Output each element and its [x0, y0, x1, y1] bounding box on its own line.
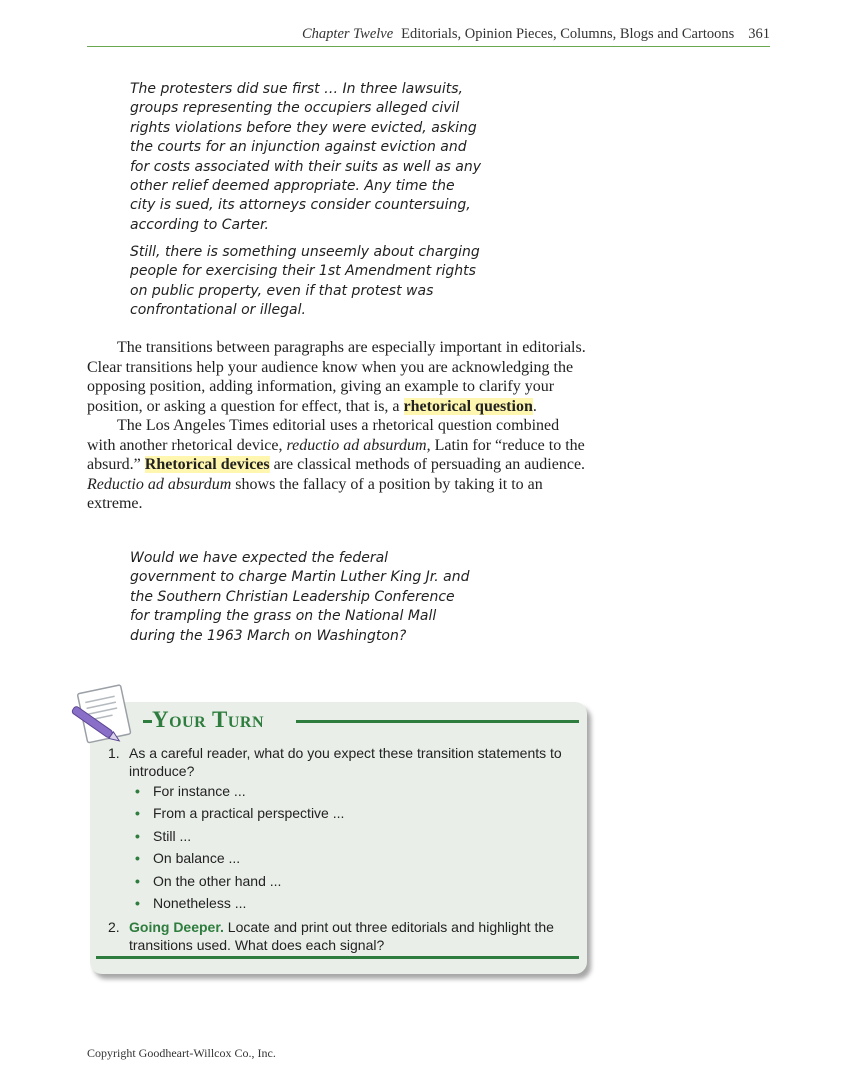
running-head [87, 26, 770, 43]
key-term-rhetorical-devices: Rhetorical devices [144, 456, 270, 473]
bullet-icon: • [135, 894, 140, 911]
list-item [135, 804, 580, 826]
list-item-text: Nonetheless ... [153, 894, 247, 911]
question-1 [110, 744, 580, 916]
key-term-rhetorical-question: rhetorical question [403, 397, 533, 415]
notepad-pen-icon [68, 680, 148, 746]
block-quote-2: Still, there is something unseemly about charging people for exercising their 1st Amendment rights on public property, even if that protest was confrontational or illegal. [130, 244, 480, 319]
paragraph-text: , Latin for “reduce to the absurd.” [87, 436, 585, 473]
chapter-title: Editorials, Opinion Pieces, Columns, Blogs and Cartoons [401, 26, 735, 42]
paragraph-text: The transitions between paragraphs are especially important in editorials. Clear transitions help your audience know when you are acknowledging the opposing position, adding information, giving an example to clarify your position, or asking a question for effect, that is, a [87, 339, 586, 415]
paragraph-text: The Los Angeles Times editorial uses a rhetorical question combined with another rhetorical device, [87, 417, 560, 454]
page-number: 361 [748, 26, 770, 42]
box-bottom-rule [96, 956, 579, 959]
list-item [135, 849, 580, 871]
paragraph-rhetorical-devices [87, 416, 587, 514]
list-item [135, 894, 580, 916]
list-item [135, 782, 580, 804]
bullet-icon: • [135, 805, 140, 822]
list-item-text: On the other hand ... [153, 872, 282, 889]
chapter-label: Chapter Twelve [302, 26, 394, 42]
body-text [87, 338, 587, 514]
list-item-text: On balance ... [153, 850, 241, 867]
paragraph-text: shows the fallacy of a position by taking it to an extreme. [87, 475, 543, 512]
question-number: 2. [108, 919, 120, 936]
bullet-icon: • [135, 872, 140, 889]
copyright-footer: Copyright Goodheart-Willcox Co., Inc. [87, 1046, 276, 1060]
bullet-icon: • [135, 783, 140, 799]
question-text: Locate and print out three editorials and highlight the transitions used. What does each signal? [129, 919, 554, 954]
title-rule-right [296, 720, 579, 723]
latin-term: Reductio ad absurdum [87, 475, 232, 493]
block-quote-1: The protesters did sue first … In three lawsuits, groups representing the occupiers alleged civil rights violations before they were evicted, asking the courts for an injunction against eviction and for costs associated with their suits as well as any other relief deemed appropriate. Any time the city is sued, its attorneys consider countersuing, according to Carter. [130, 81, 482, 233]
list-item [135, 827, 580, 849]
transition-list [135, 782, 580, 916]
paragraph-text: are classical methods of persuading an audience. [269, 456, 586, 473]
paragraph-text: . [532, 397, 537, 415]
block-quote-3: Would we have expected the federal government to charge Martin Luther King Jr. and the Southern Christian Leadership Conference for trampling the grass on the National Mall during the 1963 March on Washington? [130, 550, 470, 644]
question-2 [110, 918, 580, 954]
bullet-icon: • [135, 850, 140, 867]
list-item-text: For instance ... [153, 783, 246, 799]
list-item-text: Still ... [153, 827, 192, 844]
your-turn-questions [110, 744, 580, 954]
header-rule [87, 46, 770, 47]
list-item [135, 872, 580, 894]
paragraph-transitions [87, 338, 587, 416]
going-deeper-label: Going Deeper. [129, 919, 224, 936]
your-turn-title: Your Turn [152, 707, 265, 732]
list-item-text: From a practical perspective ... [153, 805, 345, 822]
latin-term: reductio ad absurdum [286, 436, 427, 454]
bullet-icon: • [135, 827, 140, 844]
question-text: As a careful reader, what do you expect these transition statements to introduce? [129, 745, 562, 779]
question-number: 1. [108, 745, 120, 761]
